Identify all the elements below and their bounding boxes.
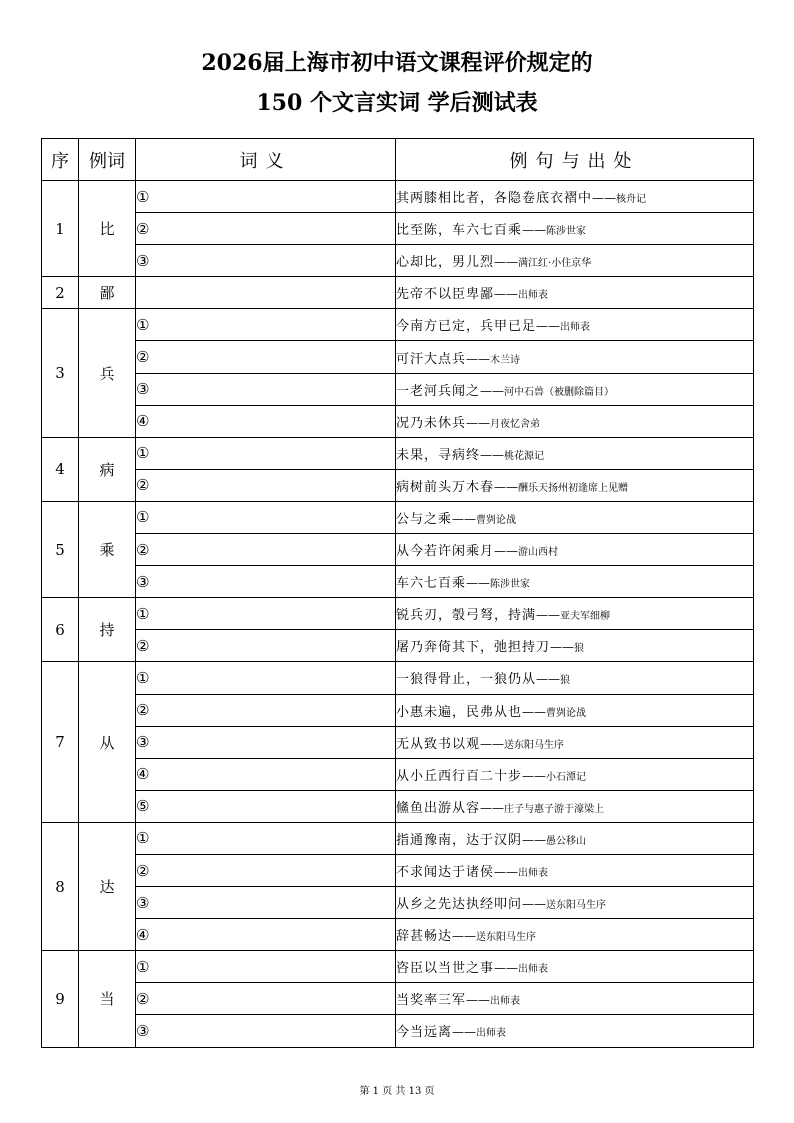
table-row (42, 983, 754, 1015)
example-cell (396, 534, 754, 566)
source-dash: —— (522, 897, 547, 912)
example-cell (396, 566, 754, 598)
table-row (42, 245, 754, 277)
explanation-cell[interactable] (136, 630, 396, 662)
example-cell (396, 1015, 754, 1047)
explanation-cell[interactable] (136, 822, 396, 854)
table-row (42, 341, 754, 373)
sense-marker: ② (136, 636, 150, 655)
example-cell (396, 277, 754, 309)
entry-number: 1 (42, 181, 79, 277)
sense-marker: ② (136, 219, 150, 238)
example-sentence: 可汗大点兵 (396, 351, 467, 367)
example-cell (396, 309, 754, 341)
example-source: 出师表 (518, 964, 549, 976)
example-cell (396, 181, 754, 213)
example-cell (396, 694, 754, 726)
source-dash: —— (480, 800, 505, 815)
example-sentence: 其两膝相比者，各隐卷底衣褶中 (396, 191, 593, 207)
explanation-cell[interactable] (136, 662, 396, 694)
example-cell (396, 854, 754, 886)
source-dash: —— (452, 929, 477, 944)
source-dash: —— (452, 511, 477, 526)
example-sentence: 小惠未遍，民弗从也 (396, 704, 523, 720)
entry-word: 鄙 (79, 277, 136, 309)
table-row (42, 566, 754, 598)
explanation-cell[interactable] (136, 854, 396, 886)
entry-number: 9 (42, 951, 79, 1047)
example-sentence: 未果，寻病终 (396, 447, 481, 463)
table-row (42, 726, 754, 758)
table-row (42, 469, 754, 501)
sense-marker: ① (136, 957, 150, 976)
explanation-cell[interactable] (136, 405, 396, 437)
example-sentence: 指通豫南，达于汉阴 (396, 832, 523, 848)
example-sentence: 鯈鱼出游从容 (396, 800, 481, 816)
example-sentence: 比至陈，车六七百乘 (396, 223, 523, 239)
explanation-cell[interactable] (136, 534, 396, 566)
example-sentence: 今南方已定，兵甲已足 (396, 319, 537, 335)
table-row (42, 534, 754, 566)
explanation-cell[interactable] (136, 469, 396, 501)
example-source: 陈涉世家 (546, 226, 587, 238)
sense-marker: ① (136, 444, 150, 463)
explanation-cell[interactable] (136, 598, 396, 630)
example-sentence: 屠乃奔倚其下，弛担持刀 (396, 640, 551, 656)
header-example: 例句与出处 (396, 139, 754, 181)
entry-word: 从 (79, 662, 136, 822)
table-row (42, 1015, 754, 1047)
entry-word: 持 (79, 598, 136, 662)
table-row (42, 887, 754, 919)
entry-number: 7 (42, 662, 79, 822)
example-sentence: 一老河兵闻之 (396, 383, 481, 399)
table-row (42, 598, 754, 630)
source-dash: —— (592, 191, 617, 206)
entry-word: 乘 (79, 501, 136, 597)
table-row (42, 951, 754, 983)
example-sentence: 一狼得骨止，一狼仍从 (396, 672, 537, 688)
example-cell (396, 501, 754, 533)
source-dash: —— (480, 736, 505, 751)
explanation-cell[interactable] (136, 887, 396, 919)
explanation-cell[interactable] (136, 726, 396, 758)
explanation-cell[interactable] (136, 437, 396, 469)
explanation-cell[interactable] (136, 245, 396, 277)
example-cell (396, 887, 754, 919)
entry-word: 兵 (79, 309, 136, 437)
entry-number: 4 (42, 437, 79, 501)
example-cell (396, 245, 754, 277)
example-source: 狼 (560, 675, 571, 687)
source-dash: —— (466, 351, 491, 366)
example-cell (396, 790, 754, 822)
example-cell (396, 469, 754, 501)
sense-marker: ⑤ (136, 797, 150, 816)
sense-marker: ③ (136, 733, 150, 752)
example-cell (396, 598, 754, 630)
sense-marker: ① (136, 187, 150, 206)
explanation-cell[interactable] (136, 373, 396, 405)
source-dash: —— (480, 447, 505, 462)
source-dash: —— (494, 544, 519, 559)
table-row (42, 277, 754, 309)
example-source: 出师表 (490, 996, 521, 1008)
sense-marker: ④ (136, 925, 150, 944)
sense-marker: ② (136, 476, 150, 495)
table-row (42, 919, 754, 951)
entry-number: 8 (42, 822, 79, 950)
explanation-cell[interactable] (136, 181, 396, 213)
table-row (42, 501, 754, 533)
entry-word: 病 (79, 437, 136, 501)
table-row (42, 694, 754, 726)
example-source: 月夜忆舍弟 (490, 418, 541, 430)
source-dash: —— (452, 1025, 477, 1040)
sense-marker: ② (136, 701, 150, 720)
explanation-cell[interactable] (136, 919, 396, 951)
explanation-cell[interactable] (136, 341, 396, 373)
example-source: 木兰诗 (490, 354, 521, 366)
example-source: 狼 (574, 643, 585, 655)
example-source: 出师表 (560, 322, 591, 334)
explanation-cell[interactable] (136, 790, 396, 822)
example-source: 出师表 (518, 290, 549, 302)
example-source: 曹刿论战 (476, 514, 517, 526)
sense-marker: ① (136, 315, 150, 334)
source-dash: —— (466, 576, 491, 591)
source-dash: —— (522, 832, 547, 847)
example-sentence: 锐兵刃，彀弓弩，持满 (396, 608, 537, 624)
entry-number: 2 (42, 277, 79, 309)
explanation-cell[interactable] (136, 983, 396, 1015)
sense-marker: ④ (136, 412, 150, 431)
sense-marker: ② (136, 348, 150, 367)
table-row (42, 822, 754, 854)
example-source: 核舟记 (616, 194, 647, 206)
example-source: 游山西村 (518, 547, 559, 559)
table-row (42, 437, 754, 469)
entry-number: 3 (42, 309, 79, 437)
source-dash: —— (536, 672, 561, 687)
table-row (42, 373, 754, 405)
example-cell (396, 405, 754, 437)
source-dash: —— (466, 993, 491, 1008)
source-dash: —— (536, 319, 561, 334)
example-cell (396, 758, 754, 790)
example-cell (396, 213, 754, 245)
example-cell (396, 437, 754, 469)
example-sentence: 从小丘西行百二十步 (396, 768, 523, 784)
table-row (42, 662, 754, 694)
table-row (42, 630, 754, 662)
example-source: 河中石兽（被删除篇目） (504, 386, 615, 398)
example-cell (396, 341, 754, 373)
source-dash: —— (494, 961, 519, 976)
example-source: 庄子与惠子游于濠梁上 (504, 803, 605, 815)
explanation-cell[interactable] (136, 309, 396, 341)
table-row (42, 405, 754, 437)
sense-marker: ③ (136, 1021, 150, 1040)
example-source: 出师表 (518, 868, 549, 880)
title-line-2: 150 个文言实词 学后测试表 (256, 90, 538, 116)
table-row (42, 309, 754, 341)
source-dash: —— (466, 415, 491, 430)
table-row (42, 758, 754, 790)
explanation-cell[interactable] (136, 1015, 396, 1047)
source-dash: —— (494, 479, 519, 494)
example-source: 送东阳马生序 (504, 739, 565, 751)
sense-marker: ② (136, 861, 150, 880)
example-sentence: 辞甚畅达 (396, 929, 453, 945)
header-no: 序 (42, 139, 79, 181)
source-dash: —— (494, 255, 519, 270)
example-sentence: 不求闻达于诸侯 (396, 865, 495, 881)
example-source: 桃花源记 (504, 450, 545, 462)
example-sentence: 从乡之先达执经叩问 (396, 897, 523, 913)
title-line-1: 2026届上海市初中语文课程评价规定的 (201, 50, 593, 76)
example-sentence: 今当远离 (396, 1025, 453, 1041)
table-header-row (42, 139, 754, 181)
sense-marker: ② (136, 540, 150, 559)
explanation-cell[interactable] (136, 694, 396, 726)
source-dash: —— (494, 287, 519, 302)
example-sentence: 况乃未休兵 (396, 415, 467, 431)
sense-marker: ① (136, 604, 150, 623)
source-dash: —— (494, 865, 519, 880)
source-dash: —— (480, 383, 505, 398)
sense-marker: ① (136, 508, 150, 527)
sense-marker: ③ (136, 380, 150, 399)
example-source: 送东阳马生序 (476, 932, 537, 944)
sense-marker: ② (136, 989, 150, 1008)
example-sentence: 先帝不以臣卑鄙 (396, 287, 495, 303)
example-sentence: 咨臣以当世之事 (396, 961, 495, 977)
sense-marker: ① (136, 829, 150, 848)
example-sentence: 心却比，男儿烈 (396, 255, 495, 271)
table-row (42, 181, 754, 213)
example-sentence: 病树前头万木春 (396, 479, 495, 495)
entry-word: 比 (79, 181, 136, 277)
example-source: 愚公移山 (546, 835, 587, 847)
table-row (42, 854, 754, 886)
source-dash: —— (536, 608, 561, 623)
example-cell (396, 373, 754, 405)
example-cell (396, 822, 754, 854)
explanation-cell[interactable] (136, 277, 396, 309)
table-row (42, 790, 754, 822)
entry-number: 5 (42, 501, 79, 597)
example-sentence: 公与之乘 (396, 511, 453, 527)
example-source: 小石潭记 (546, 771, 587, 783)
explanation-cell[interactable] (136, 951, 396, 983)
sense-marker: ③ (136, 251, 150, 270)
source-dash: —— (522, 223, 547, 238)
example-sentence: 从今若许闲乘月 (396, 544, 495, 560)
example-cell (396, 726, 754, 758)
example-source: 亚夫军细柳 (560, 611, 611, 623)
sense-marker: ③ (136, 893, 150, 912)
example-cell (396, 630, 754, 662)
example-source: 送东阳马生序 (546, 900, 607, 912)
example-cell (396, 951, 754, 983)
example-source: 曹刿论战 (546, 707, 587, 719)
example-cell (396, 662, 754, 694)
vocabulary-table (41, 138, 754, 1048)
header-word: 例词 (79, 139, 136, 181)
example-sentence: 车六七百乘 (396, 576, 467, 592)
source-dash: —— (522, 768, 547, 783)
entry-number: 6 (42, 598, 79, 662)
header-explanation: 词义 (136, 139, 396, 181)
example-cell (396, 919, 754, 951)
example-cell (396, 983, 754, 1015)
example-source: 陈涉世家 (490, 579, 531, 591)
table-row (42, 213, 754, 245)
example-sentence: 无从致书以观 (396, 736, 481, 752)
sense-marker: ① (136, 668, 150, 687)
example-sentence: 当奖率三军 (396, 993, 467, 1009)
entry-word: 当 (79, 951, 136, 1047)
source-dash: —— (550, 640, 575, 655)
explanation-cell[interactable] (136, 566, 396, 598)
entry-word: 达 (79, 822, 136, 950)
page-footer: 第 1 页 共 13 页 (359, 1086, 435, 1097)
example-source: 出师表 (476, 1028, 507, 1040)
explanation-cell[interactable] (136, 758, 396, 790)
source-dash: —— (522, 704, 547, 719)
sense-marker: ③ (136, 572, 150, 591)
explanation-cell[interactable] (136, 501, 396, 533)
example-source: 酬乐天扬州初逢席上见赠 (518, 482, 629, 494)
explanation-cell[interactable] (136, 213, 396, 245)
example-source: 满江红·小住京华 (518, 258, 592, 270)
sense-marker: ④ (136, 765, 150, 784)
